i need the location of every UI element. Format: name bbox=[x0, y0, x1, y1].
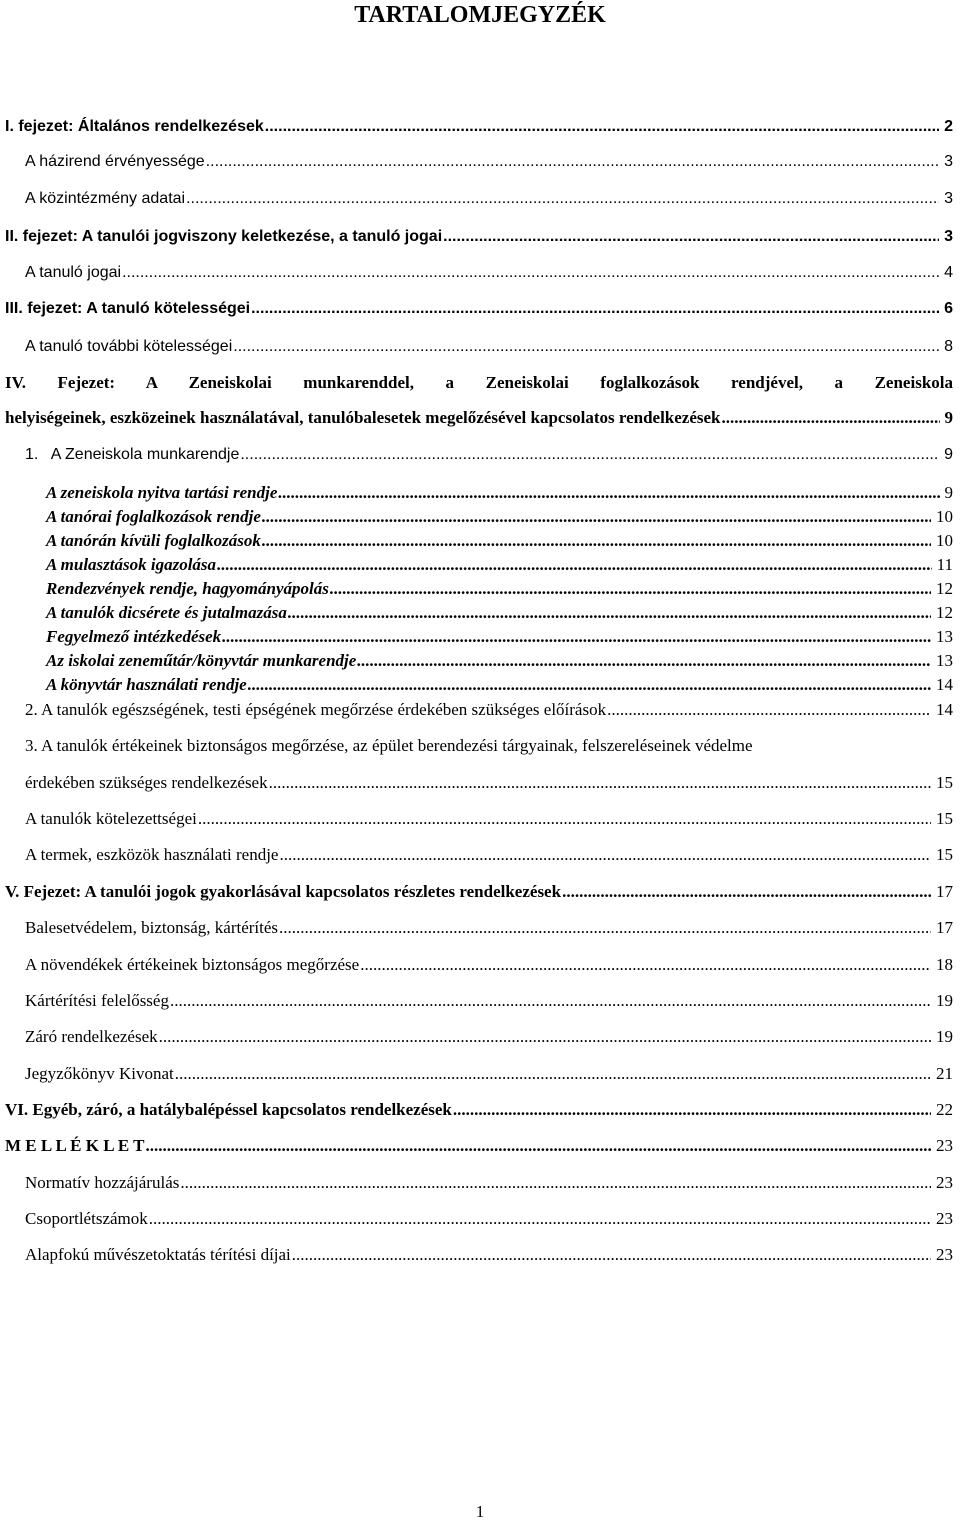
toc-entry[interactable] bbox=[25, 338, 953, 356]
dot-leader bbox=[279, 845, 931, 865]
toc-entry-page: 14 bbox=[936, 675, 953, 694]
toc-entry-label: A tanulók dicsérete és jutalmazása bbox=[46, 603, 287, 622]
toc-entry-label: II. fejezet: A tanulói jogviszony keletkezése, a tanuló jogai bbox=[5, 228, 443, 245]
dot-leader bbox=[269, 773, 931, 793]
toc-entry-page: 17 bbox=[936, 918, 953, 937]
toc-entry-label: Alapfokú művészetoktatás térítési díjai bbox=[25, 1245, 291, 1264]
toc-entry-page: 18 bbox=[936, 955, 953, 974]
toc-entry-label: Normatív hozzájárulás bbox=[25, 1173, 180, 1192]
dot-leader bbox=[217, 555, 932, 575]
toc-entry-page: 14 bbox=[936, 700, 953, 719]
toc-entry-label: M E L L É K L E T bbox=[5, 1136, 145, 1155]
toc-entry-page: 12 bbox=[936, 603, 953, 622]
toc-entry[interactable] bbox=[25, 446, 953, 464]
toc-entry[interactable] bbox=[46, 555, 953, 575]
toc-entry[interactable] bbox=[25, 1027, 953, 1047]
toc-entry[interactable] bbox=[5, 118, 953, 136]
toc-entry-page: 6 bbox=[944, 300, 953, 317]
toc-entry-page: 13 bbox=[936, 651, 953, 670]
toc-entry-label: A mulasztások igazolása bbox=[46, 555, 217, 574]
dot-leader bbox=[251, 300, 939, 318]
toc-entry-label: A tanuló további kötelességei bbox=[25, 338, 233, 355]
toc-entry-page: 8 bbox=[944, 338, 953, 355]
toc-entry[interactable] bbox=[25, 1064, 953, 1084]
toc-entry-label: Fegyelmező intézkedések bbox=[46, 627, 222, 646]
dot-leader bbox=[330, 579, 931, 599]
dot-leader bbox=[122, 264, 939, 282]
dot-leader bbox=[262, 531, 931, 551]
toc-entry[interactable] bbox=[46, 603, 953, 623]
toc-entry[interactable] bbox=[25, 1209, 953, 1229]
toc-entry-page: 9 bbox=[944, 408, 953, 427]
toc-entry[interactable] bbox=[25, 700, 953, 720]
dot-leader bbox=[443, 228, 939, 246]
dot-leader bbox=[453, 1100, 931, 1120]
toc-entry-page: 23 bbox=[936, 1173, 953, 1192]
toc-entry[interactable] bbox=[46, 627, 953, 647]
toc-entry-page: 23 bbox=[936, 1245, 953, 1264]
toc-entry[interactable] bbox=[46, 531, 953, 551]
toc-entry-page: 23 bbox=[936, 1136, 953, 1155]
dot-leader bbox=[180, 1173, 931, 1193]
toc-entry[interactable] bbox=[5, 1100, 953, 1120]
dot-leader bbox=[360, 955, 931, 975]
dot-leader bbox=[159, 1027, 931, 1047]
dot-leader bbox=[198, 809, 931, 829]
toc-entry-page: 9 bbox=[944, 483, 953, 502]
toc-entry[interactable] bbox=[25, 1245, 953, 1265]
toc-entry-label: V. Fejezet: A tanulói jogok gyakorlásával kapcsolatos részletes rendelkezések bbox=[5, 882, 562, 901]
page-number: 1 bbox=[475, 1502, 485, 1521]
toc-entry[interactable] bbox=[25, 918, 953, 938]
toc-entry-page: 17 bbox=[936, 882, 953, 901]
dot-leader bbox=[278, 483, 939, 503]
toc-entry[interactable] bbox=[46, 483, 953, 503]
dot-leader bbox=[265, 118, 939, 136]
toc-entry-label: A tanulók kötelezettségei bbox=[25, 809, 197, 828]
toc-entry-label: A tanórai foglalkozások rendje bbox=[46, 507, 261, 526]
toc-entry-page: 2 bbox=[944, 118, 953, 135]
dot-leader bbox=[149, 1209, 931, 1229]
dot-leader bbox=[607, 700, 931, 720]
toc-entry-label: helyiségeinek, eszközeinek használatával, tanulóbalesetek megelőzésével kapcsolatos rendelkezések bbox=[5, 408, 721, 427]
toc-entry-page: 19 bbox=[936, 991, 953, 1010]
dot-leader bbox=[233, 338, 939, 356]
toc-entry-label: érdekében szükséges rendelkezések bbox=[25, 773, 268, 792]
toc-entry[interactable] bbox=[46, 507, 953, 527]
toc-title: TARTALOMJEGYZÉK bbox=[354, 2, 606, 28]
toc-entry-label: I. fejezet: Általános rendelkezések bbox=[5, 118, 264, 135]
toc-entry-label: A könyvtár használati rendje bbox=[46, 675, 247, 694]
toc-entry[interactable] bbox=[46, 579, 953, 599]
toc-entry[interactable] bbox=[25, 955, 953, 975]
toc-entry-page: 11 bbox=[936, 555, 953, 574]
toc-entry[interactable] bbox=[25, 773, 953, 793]
toc-entry-page: 3 bbox=[944, 190, 953, 207]
toc-entry[interactable] bbox=[25, 991, 953, 1011]
dot-leader bbox=[146, 1136, 931, 1156]
toc-entry-label: Balesetvédelem, biztonság, kártérítés bbox=[25, 918, 279, 937]
toc-entry[interactable] bbox=[5, 300, 953, 318]
toc-entry-line1-wrap bbox=[25, 736, 953, 756]
toc-entry[interactable] bbox=[5, 408, 953, 428]
dot-leader bbox=[279, 918, 931, 938]
toc-entry[interactable] bbox=[25, 153, 953, 171]
toc-entry[interactable] bbox=[46, 675, 953, 695]
toc-entry-page: 3 bbox=[944, 153, 953, 170]
toc-entry[interactable] bbox=[25, 190, 953, 208]
toc-entry-label: 1. A Zeneiskola munkarendje bbox=[25, 446, 240, 463]
dot-leader bbox=[240, 446, 939, 464]
toc-entry[interactable] bbox=[25, 264, 953, 282]
toc-entry-page: 22 bbox=[936, 1100, 953, 1119]
toc-entry-label: A közintézmény adatai bbox=[25, 190, 186, 207]
toc-entry-label: A tanórán kívüli foglalkozások bbox=[46, 531, 261, 550]
toc-entry-label: Jegyzőkönyv Kivonat bbox=[25, 1064, 174, 1083]
dot-leader bbox=[357, 651, 931, 671]
toc-entry[interactable] bbox=[5, 228, 953, 246]
toc-entry-label: A növendékek értékeinek biztonságos megőrzése bbox=[25, 955, 360, 974]
toc-entry[interactable] bbox=[25, 845, 953, 865]
toc-entry-label: Csoportlétszámok bbox=[25, 1209, 148, 1228]
toc-entry-page: 15 bbox=[936, 773, 953, 792]
toc-entry[interactable] bbox=[25, 809, 953, 829]
toc-entry-label: Rendezvények rendje, hagyományápolás bbox=[46, 579, 329, 598]
toc-entry-page: 15 bbox=[936, 809, 953, 828]
dot-leader bbox=[288, 603, 931, 623]
toc-entry[interactable] bbox=[5, 1136, 953, 1156]
toc-entry-page: 19 bbox=[936, 1027, 953, 1046]
toc-entry[interactable] bbox=[5, 882, 953, 902]
toc-entry-page: 23 bbox=[936, 1209, 953, 1228]
toc-entry-page: 10 bbox=[936, 507, 953, 526]
toc-entry-label: A házirend érvényessége bbox=[25, 153, 205, 170]
dot-leader bbox=[175, 1064, 931, 1084]
toc-entry-page: 3 bbox=[944, 228, 953, 245]
toc-entry-page: 15 bbox=[936, 845, 953, 864]
toc-entry-page: 21 bbox=[936, 1064, 953, 1083]
toc-entry-page: 13 bbox=[936, 627, 953, 646]
toc-entry-page: 4 bbox=[944, 264, 953, 281]
toc-entry-label: Az iskolai zeneműtár/könyvtár munkarendje bbox=[46, 651, 357, 670]
toc-entry-line1: 3. A tanulók értékeinek biztonságos megőrzése, az épület berendezési tárgyainak, felszereléseinek védelme bbox=[25, 736, 753, 755]
toc-entry-label: VI. Egyéb, záró, a hatálybalépéssel kapcsolatos rendelkezések bbox=[5, 1100, 452, 1119]
toc-entry-label: Kártérítési felelősség bbox=[25, 991, 169, 1010]
toc-entry-line1: IV. Fejezet: A Zeneiskolai munkarenddel, a Zeneiskolai foglalkozások rendjével, a Zeneiskola bbox=[5, 373, 953, 392]
toc-entry-label: 2. A tanulók egészségének, testi épségének megőrzése érdekében szükséges előírások bbox=[25, 700, 607, 719]
toc-entry[interactable] bbox=[25, 1173, 953, 1193]
toc-entry-label: Záró rendelkezések bbox=[25, 1027, 158, 1046]
dot-leader bbox=[562, 882, 931, 902]
dot-leader bbox=[248, 675, 931, 695]
dot-leader bbox=[170, 991, 931, 1011]
toc-entry-page: 12 bbox=[936, 579, 953, 598]
toc-entry-page: 9 bbox=[944, 446, 953, 463]
toc-entry[interactable] bbox=[46, 651, 953, 671]
dot-leader bbox=[722, 408, 940, 428]
dot-leader bbox=[262, 507, 931, 527]
toc-entry-label: A zeneiskola nyitva tartási rendje bbox=[46, 483, 278, 502]
toc-entry-page: 10 bbox=[936, 531, 953, 550]
toc-entry-label: A termek, eszközök használati rendje bbox=[25, 845, 279, 864]
dot-leader bbox=[292, 1245, 931, 1265]
dot-leader bbox=[206, 153, 939, 171]
dot-leader bbox=[222, 627, 931, 647]
toc-entry-label: A tanuló jogai bbox=[25, 264, 122, 281]
dot-leader bbox=[186, 190, 939, 208]
toc-entry-label: III. fejezet: A tanuló kötelességei bbox=[5, 300, 251, 317]
